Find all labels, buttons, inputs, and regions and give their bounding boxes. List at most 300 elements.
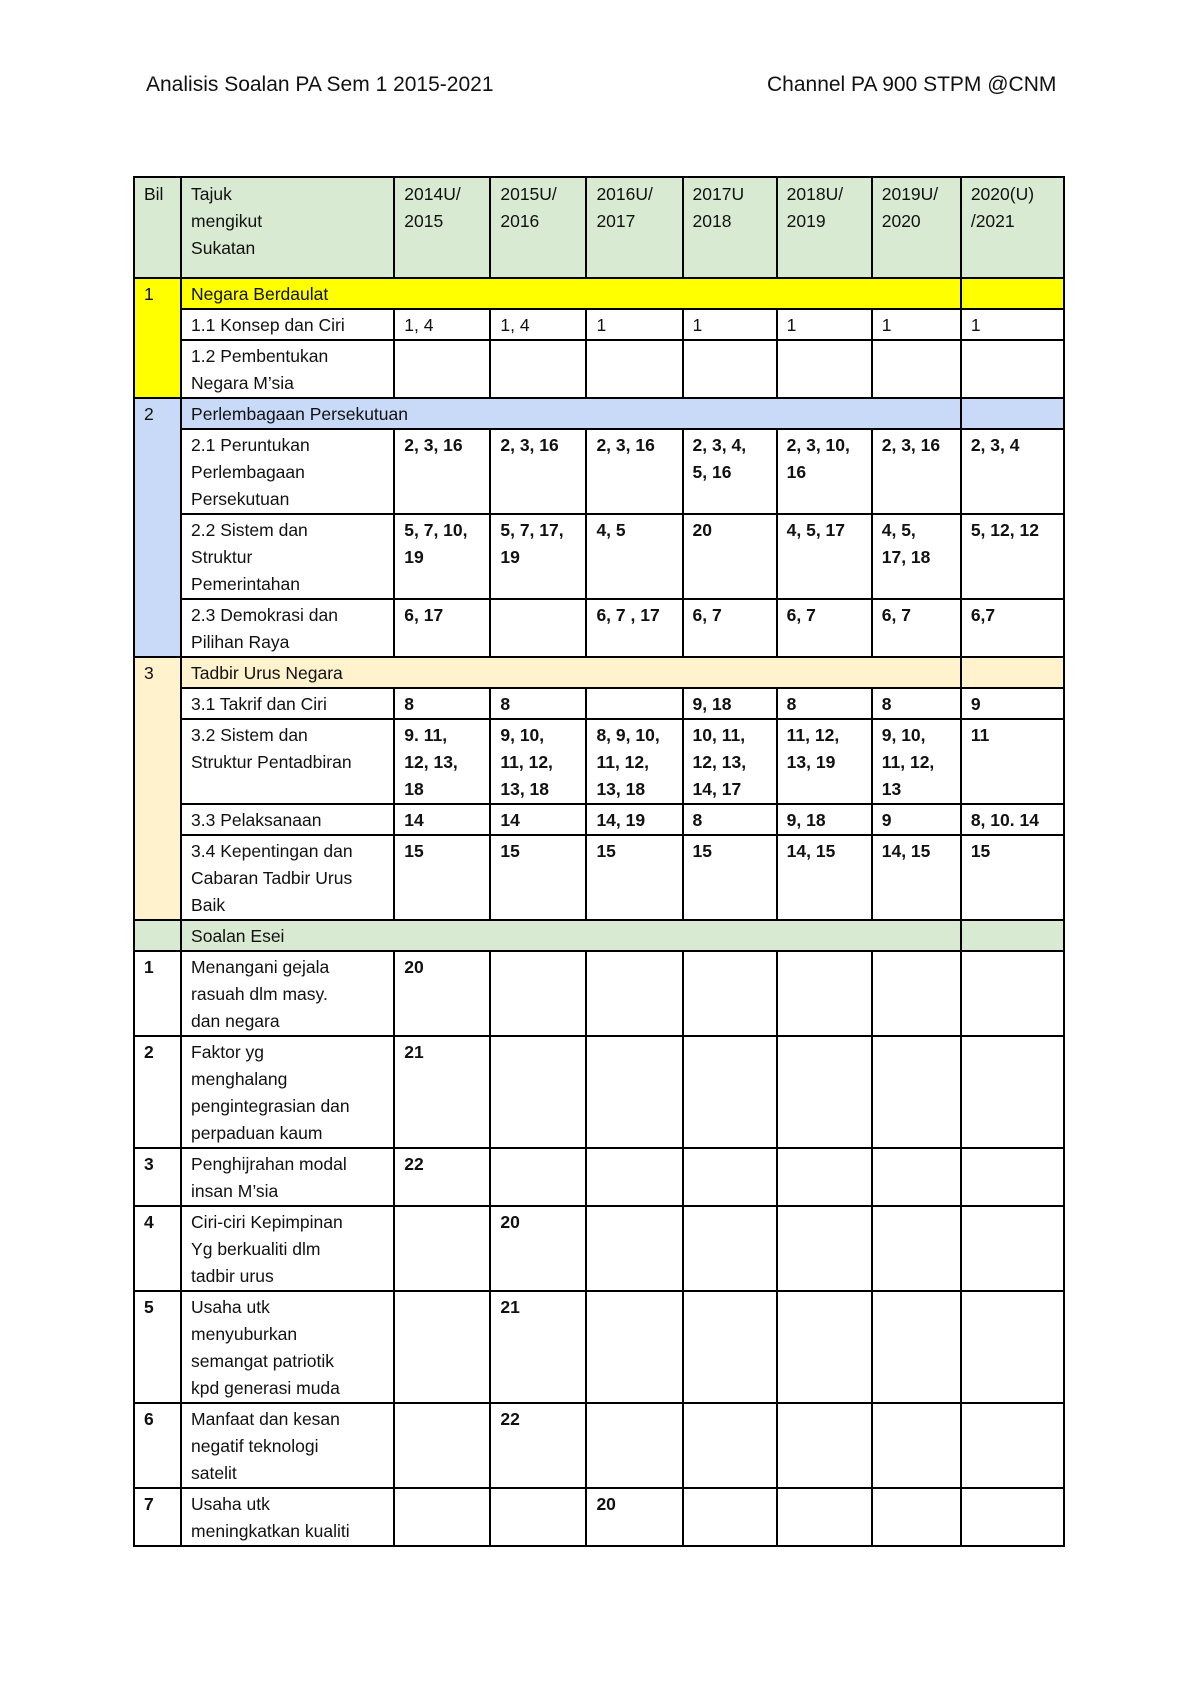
- question-numbers-line: 15: [404, 841, 424, 861]
- question-numbers-cell: [961, 1036, 1064, 1148]
- question-numbers-cell: [490, 1488, 586, 1546]
- table-row: [134, 340, 1064, 398]
- question-numbers-line: [882, 1209, 951, 1236]
- essay-topic-line: meningkatkan kualiti: [191, 1521, 350, 1541]
- question-numbers-cell: [683, 1488, 777, 1546]
- essay-topic-cell: [181, 1206, 394, 1291]
- topic-cell: [181, 719, 394, 804]
- table-header-row: [134, 177, 1064, 278]
- header-year-line: 2019: [786, 211, 826, 231]
- essay-section-title: Soalan Esei: [181, 920, 961, 951]
- question-numbers-cell: [872, 1036, 961, 1148]
- question-numbers-line: [500, 602, 576, 629]
- section-number: 3: [134, 657, 181, 920]
- header-year-2018-2019: [777, 177, 872, 278]
- essay-row: [134, 951, 1064, 1036]
- topic-cell: [181, 340, 394, 398]
- essay-topic-line: insan M’sia: [191, 1181, 279, 1201]
- question-numbers-line: 8, 10. 14: [970, 810, 1039, 830]
- essay-row: [134, 1291, 1064, 1403]
- question-numbers-cell: [872, 1206, 961, 1291]
- question-numbers-line: [882, 1151, 951, 1178]
- question-numbers-cell: [394, 1206, 490, 1291]
- header-year-line: 2018: [692, 211, 732, 231]
- question-numbers-cell: [777, 1148, 872, 1206]
- question-numbers-cell: [683, 429, 777, 514]
- question-numbers-cell: [683, 599, 777, 657]
- table-row: [134, 835, 1064, 920]
- question-numbers-line: 17, 18: [881, 547, 931, 567]
- question-numbers-cell: [961, 340, 1064, 398]
- question-numbers-cell: [777, 340, 872, 398]
- question-numbers-line: 5, 7, 17,: [500, 520, 564, 540]
- question-numbers-cell: [490, 804, 586, 835]
- question-numbers-cell: [961, 1148, 1064, 1206]
- question-numbers-cell: [683, 514, 777, 599]
- question-numbers-line: 4, 5: [596, 520, 626, 540]
- table-row: [134, 599, 1064, 657]
- question-numbers-line: [971, 1151, 1054, 1178]
- question-numbers-line: [882, 1039, 951, 1066]
- question-numbers-line: 20: [404, 957, 424, 977]
- question-numbers-line: 9, 18: [692, 694, 732, 714]
- question-numbers-line: [971, 1491, 1054, 1518]
- header-year-line: 2016U/: [596, 184, 653, 204]
- question-numbers-cell: [683, 1403, 777, 1488]
- header-year-2017-2018: [683, 177, 777, 278]
- section-title: Tadbir Urus Negara: [181, 657, 961, 688]
- question-numbers-line: 1: [970, 315, 981, 335]
- essay-topic-line: tadbir urus: [191, 1266, 274, 1286]
- question-numbers-line: 11, 12,: [596, 752, 650, 772]
- question-numbers-cell: [961, 1206, 1064, 1291]
- question-numbers-cell: [586, 1206, 682, 1291]
- essay-topic-line: menyuburkan: [191, 1324, 298, 1344]
- question-numbers-cell: [586, 804, 682, 835]
- question-numbers-line: 11: [970, 725, 990, 745]
- section-row: [134, 398, 1064, 429]
- essay-topic-cell: [181, 1403, 394, 1488]
- question-numbers-cell: [777, 1291, 872, 1403]
- question-numbers-line: [882, 1294, 951, 1321]
- essay-row: [134, 1036, 1064, 1148]
- question-numbers-line: [787, 1294, 862, 1321]
- question-numbers-cell: [961, 514, 1064, 599]
- question-numbers-cell: [777, 835, 872, 920]
- header-year-line: 2015: [404, 211, 444, 231]
- question-numbers-cell: [394, 719, 490, 804]
- topic-line: 3.1 Takrif dan Ciri: [191, 694, 327, 714]
- essay-topic-line: perpaduan kaum: [191, 1123, 323, 1143]
- question-numbers-cell: [394, 429, 490, 514]
- question-numbers-line: 22: [500, 1409, 520, 1429]
- question-numbers-line: 1: [786, 315, 797, 335]
- question-numbers-cell: [777, 1206, 872, 1291]
- question-numbers-cell: [777, 951, 872, 1036]
- question-numbers-cell: [777, 309, 872, 340]
- question-numbers-cell: [961, 1291, 1064, 1403]
- question-numbers-line: 13, 19: [786, 752, 836, 772]
- question-numbers-line: 1, 4: [404, 315, 434, 335]
- question-numbers-cell: [683, 804, 777, 835]
- question-numbers-cell: [777, 719, 872, 804]
- essay-topic-line: Faktor yg: [191, 1042, 264, 1062]
- question-numbers-line: [787, 954, 862, 981]
- topic-cell: [181, 835, 394, 920]
- essay-topic-line: Ciri-ciri Kepimpinan: [191, 1212, 343, 1232]
- question-numbers-line: 15: [596, 841, 616, 861]
- topic-line: Pilihan Raya: [191, 632, 290, 652]
- essay-topic-cell: [181, 1036, 394, 1148]
- essay-topic-line: rasuah dlm masy.: [191, 984, 328, 1004]
- question-numbers-cell: [683, 1036, 777, 1148]
- table-row: [134, 429, 1064, 514]
- question-numbers-cell: [777, 1036, 872, 1148]
- essay-row: [134, 1403, 1064, 1488]
- question-numbers-cell: [683, 309, 777, 340]
- question-numbers-cell: [961, 429, 1064, 514]
- topic-line: Perlembagaan: [191, 462, 305, 482]
- question-numbers-line: 19: [404, 547, 424, 567]
- question-numbers-line: 14, 17: [692, 779, 742, 799]
- question-numbers-cell: [394, 951, 490, 1036]
- question-numbers-line: [596, 1209, 672, 1236]
- question-numbers-line: 8: [692, 810, 703, 830]
- essay-topic-line: menghalang: [191, 1069, 288, 1089]
- question-numbers-cell: [872, 340, 961, 398]
- question-numbers-line: 8: [786, 694, 797, 714]
- question-numbers-cell: [961, 599, 1064, 657]
- question-numbers-line: [500, 1151, 576, 1178]
- question-numbers-cell: [872, 514, 961, 599]
- question-numbers-cell: [394, 1488, 490, 1546]
- question-numbers-cell: [683, 1148, 777, 1206]
- essay-topic-cell: [181, 951, 394, 1036]
- essay-topic-line: Yg berkualiti dlm: [191, 1239, 321, 1259]
- question-numbers-line: 11, 12,: [500, 752, 553, 772]
- question-numbers-cell: [872, 1488, 961, 1546]
- question-numbers-line: [787, 1209, 862, 1236]
- question-numbers-line: [596, 1406, 672, 1433]
- topic-cell: [181, 514, 394, 599]
- topic-cell: [181, 429, 394, 514]
- essay-topic-line: dan negara: [191, 1011, 280, 1031]
- question-numbers-cell: [394, 1148, 490, 1206]
- question-numbers-line: 21: [404, 1042, 424, 1062]
- question-numbers-cell: [394, 340, 490, 398]
- question-numbers-line: 8, 9, 10,: [596, 725, 660, 745]
- question-numbers-line: [971, 343, 1054, 370]
- topic-line: 2.1 Peruntukan: [191, 435, 310, 455]
- topic-line: Struktur Pentadbiran: [191, 752, 352, 772]
- question-numbers-line: 14: [500, 810, 520, 830]
- question-numbers-cell: [683, 1206, 777, 1291]
- question-numbers-line: 10, 11,: [692, 725, 746, 745]
- question-numbers-line: 21: [500, 1297, 520, 1317]
- question-numbers-line: 11, 12,: [786, 725, 840, 745]
- question-numbers-line: [596, 954, 672, 981]
- question-numbers-line: 1, 4: [500, 315, 530, 335]
- question-numbers-line: [693, 343, 767, 370]
- section-title: Perlembagaan Persekutuan: [181, 398, 961, 429]
- question-numbers-line: [500, 1039, 576, 1066]
- topic-line: 3.4 Kepentingan dan: [191, 841, 353, 861]
- essay-number: 4: [134, 1206, 181, 1291]
- question-numbers-line: 13, 18: [596, 779, 646, 799]
- question-numbers-cell: [683, 340, 777, 398]
- question-numbers-line: 15: [970, 841, 991, 861]
- question-numbers-line: 8: [881, 694, 892, 714]
- topic-line: 2.2 Sistem dan: [191, 520, 308, 540]
- essay-section-title-end-cell: [961, 920, 1064, 951]
- question-numbers-cell: [490, 309, 586, 340]
- table-row: [134, 719, 1064, 804]
- header-year-line: /2021: [970, 211, 1015, 231]
- question-numbers-line: [971, 1294, 1054, 1321]
- topic-line: 1.2 Pembentukan: [191, 346, 329, 366]
- question-numbers-cell: [872, 429, 961, 514]
- question-numbers-line: 1: [881, 315, 892, 335]
- question-numbers-line: [787, 1491, 862, 1518]
- question-numbers-line: [971, 954, 1054, 981]
- question-numbers-cell: [961, 1403, 1064, 1488]
- essay-number: 2: [134, 1036, 181, 1148]
- question-numbers-cell: [777, 804, 872, 835]
- question-numbers-cell: [586, 951, 682, 1036]
- question-numbers-line: 14, 19: [596, 810, 646, 830]
- table-row: [134, 688, 1064, 719]
- question-numbers-cell: [394, 309, 490, 340]
- question-numbers-cell: [490, 340, 586, 398]
- essay-topic-line: semangat patriotik: [191, 1351, 335, 1371]
- essay-row: [134, 1148, 1064, 1206]
- table-row: [134, 309, 1064, 340]
- header-year-line: 2018U/: [786, 184, 844, 204]
- header-year-line: 2014U/: [404, 184, 461, 204]
- question-numbers-line: [404, 343, 480, 370]
- header-tajuk: [181, 177, 394, 278]
- question-numbers-cell: [490, 688, 586, 719]
- question-numbers-cell: [586, 1403, 682, 1488]
- question-numbers-cell: [683, 835, 777, 920]
- question-numbers-line: 14: [404, 810, 424, 830]
- section-title-end-cell: [961, 657, 1064, 688]
- question-numbers-line: [787, 343, 862, 370]
- question-numbers-cell: [961, 951, 1064, 1036]
- question-numbers-cell: [490, 1206, 586, 1291]
- topic-line: Cabaran Tadbir Urus: [191, 868, 353, 888]
- topic-line: 2.3 Demokrasi dan: [191, 605, 338, 625]
- question-numbers-line: 15: [500, 841, 520, 861]
- essay-topic-line: satelit: [191, 1463, 237, 1483]
- section-number: 1: [134, 278, 181, 398]
- header-year-line: 2016: [500, 211, 540, 231]
- table-row: [134, 514, 1064, 599]
- header-year-2020-2021: [961, 177, 1064, 278]
- question-numbers-cell: [586, 340, 682, 398]
- header-year-2016-2017: [586, 177, 682, 278]
- question-numbers-cell: [777, 688, 872, 719]
- essay-topic-line: kpd generasi muda: [191, 1378, 340, 1398]
- topic-cell: [181, 599, 394, 657]
- essay-number: 1: [134, 951, 181, 1036]
- question-numbers-cell: [586, 1291, 682, 1403]
- question-numbers-cell: [872, 719, 961, 804]
- essay-topic-line: Usaha utk: [191, 1297, 270, 1317]
- question-numbers-line: [404, 1406, 480, 1433]
- question-numbers-cell: [586, 309, 682, 340]
- header-bil: Bil: [134, 177, 181, 278]
- question-numbers-cell: [683, 719, 777, 804]
- question-numbers-cell: [586, 688, 682, 719]
- question-numbers-line: 6,7: [970, 605, 996, 625]
- question-numbers-cell: [777, 514, 872, 599]
- question-numbers-line: 20: [500, 1212, 520, 1232]
- essay-topic-line: Penghijrahan modal: [191, 1154, 347, 1174]
- question-numbers-cell: [394, 514, 490, 599]
- essay-topic-line: Manfaat dan kesan: [191, 1409, 340, 1429]
- question-numbers-line: [787, 1151, 862, 1178]
- topic-line: 1.1 Konsep dan Ciri: [191, 315, 345, 335]
- question-numbers-cell: [394, 835, 490, 920]
- question-numbers-cell: [872, 951, 961, 1036]
- question-numbers-line: [596, 343, 672, 370]
- question-numbers-cell: [872, 1291, 961, 1403]
- essay-number: 7: [134, 1488, 181, 1546]
- header-tajuk-line: Tajuk: [191, 184, 232, 204]
- question-numbers-cell: [872, 1148, 961, 1206]
- topic-line: Negara M’sia: [191, 373, 294, 393]
- question-numbers-line: [693, 1209, 767, 1236]
- question-numbers-cell: [961, 1488, 1064, 1546]
- question-numbers-cell: [490, 1036, 586, 1148]
- question-numbers-line: [693, 1406, 767, 1433]
- question-numbers-cell: [586, 599, 682, 657]
- question-numbers-line: [971, 1209, 1054, 1236]
- question-numbers-cell: [872, 804, 961, 835]
- question-numbers-line: [971, 1406, 1054, 1433]
- question-numbers-cell: [777, 429, 872, 514]
- question-numbers-line: 9, 10,: [500, 725, 545, 745]
- essay-topic-cell: [181, 1148, 394, 1206]
- header-tajuk-line: Sukatan: [191, 238, 256, 258]
- question-numbers-cell: [777, 1403, 872, 1488]
- essay-row: [134, 1488, 1064, 1546]
- essay-number: 3: [134, 1148, 181, 1206]
- essay-topic-line: Menangani gejala: [191, 957, 330, 977]
- question-numbers-cell: [683, 688, 777, 719]
- question-numbers-line: 14, 15: [786, 841, 836, 861]
- essay-topic-line: pengintegrasian dan: [191, 1096, 350, 1116]
- question-numbers-line: [500, 954, 576, 981]
- question-numbers-cell: [872, 835, 961, 920]
- question-numbers-cell: [961, 309, 1064, 340]
- question-numbers-line: 5, 12, 12: [970, 520, 1039, 540]
- topic-line: Persekutuan: [191, 489, 290, 509]
- question-numbers-cell: [490, 514, 586, 599]
- question-numbers-line: [882, 343, 951, 370]
- question-numbers-line: 9: [970, 694, 981, 714]
- header-year-line: 2017: [596, 211, 636, 231]
- question-numbers-line: [693, 1294, 767, 1321]
- question-numbers-line: [596, 1294, 672, 1321]
- question-numbers-cell: [586, 835, 682, 920]
- question-numbers-cell: [394, 688, 490, 719]
- topic-cell: [181, 688, 394, 719]
- question-numbers-cell: [586, 429, 682, 514]
- question-numbers-line: 9: [881, 810, 892, 830]
- section-title: Negara Berdaulat: [181, 278, 961, 309]
- question-numbers-line: [596, 691, 672, 718]
- question-numbers-line: [693, 1491, 767, 1518]
- question-numbers-cell: [490, 1148, 586, 1206]
- question-numbers-cell: [490, 1291, 586, 1403]
- question-numbers-cell: [961, 719, 1064, 804]
- section-title-end-cell: [961, 398, 1064, 429]
- question-numbers-line: [787, 1406, 862, 1433]
- question-numbers-cell: [777, 599, 872, 657]
- header-tajuk-line: mengikut: [191, 211, 263, 231]
- question-numbers-line: 9, 18: [786, 810, 826, 830]
- question-numbers-cell: [586, 1488, 682, 1546]
- header-year-line: 2020(U): [970, 184, 1035, 204]
- question-numbers-line: 14, 15: [881, 841, 931, 861]
- header-year-line: 2017U: [692, 184, 745, 204]
- question-numbers-cell: [872, 688, 961, 719]
- question-numbers-cell: [586, 514, 682, 599]
- question-numbers-line: 2, 3, 4: [970, 435, 1020, 455]
- question-numbers-cell: [872, 1403, 961, 1488]
- question-numbers-cell: [490, 599, 586, 657]
- topic-line: Struktur: [191, 547, 253, 567]
- question-numbers-line: 8: [404, 694, 414, 714]
- topic-line: 3.3 Pelaksanaan: [191, 810, 322, 830]
- table-row: [134, 804, 1064, 835]
- document-header-right: Channel PA 900 STPM @CNM: [767, 73, 1057, 96]
- question-numbers-cell: [490, 719, 586, 804]
- topic-cell: [181, 309, 394, 340]
- question-numbers-line: 13, 18: [500, 779, 550, 799]
- question-numbers-line: 11, 12,: [881, 752, 935, 772]
- question-numbers-line: 22: [404, 1154, 424, 1174]
- topic-line: 3.2 Sistem dan: [191, 725, 308, 745]
- question-numbers-line: 6, 17: [404, 605, 444, 625]
- question-numbers-line: 6, 7 , 17: [596, 605, 660, 625]
- essay-number: 6: [134, 1403, 181, 1488]
- question-numbers-cell: [394, 1036, 490, 1148]
- question-numbers-line: [596, 1151, 672, 1178]
- syllabus-analysis-table: [133, 176, 1065, 1547]
- question-numbers-line: 12, 13,: [692, 752, 747, 772]
- question-numbers-line: 2, 3, 4,: [692, 435, 747, 455]
- question-numbers-line: [693, 1151, 767, 1178]
- question-numbers-line: 8: [500, 694, 511, 714]
- question-numbers-cell: [683, 1291, 777, 1403]
- section-row: [134, 278, 1064, 309]
- document-header-left: Analisis Soalan PA Sem 1 2015-2021: [146, 73, 494, 96]
- question-numbers-line: [882, 954, 951, 981]
- header-year-2014-2015: [394, 177, 490, 278]
- header-year-line: 2015U/: [500, 184, 557, 204]
- question-numbers-line: [693, 1039, 767, 1066]
- question-numbers-line: 18: [404, 779, 424, 799]
- question-numbers-cell: [961, 835, 1064, 920]
- question-numbers-line: 2, 3, 16: [404, 435, 463, 455]
- header-year-2015-2016: [490, 177, 586, 278]
- topic-cell: [181, 804, 394, 835]
- topic-line: Pemerintahan: [191, 574, 301, 594]
- question-numbers-cell: [683, 951, 777, 1036]
